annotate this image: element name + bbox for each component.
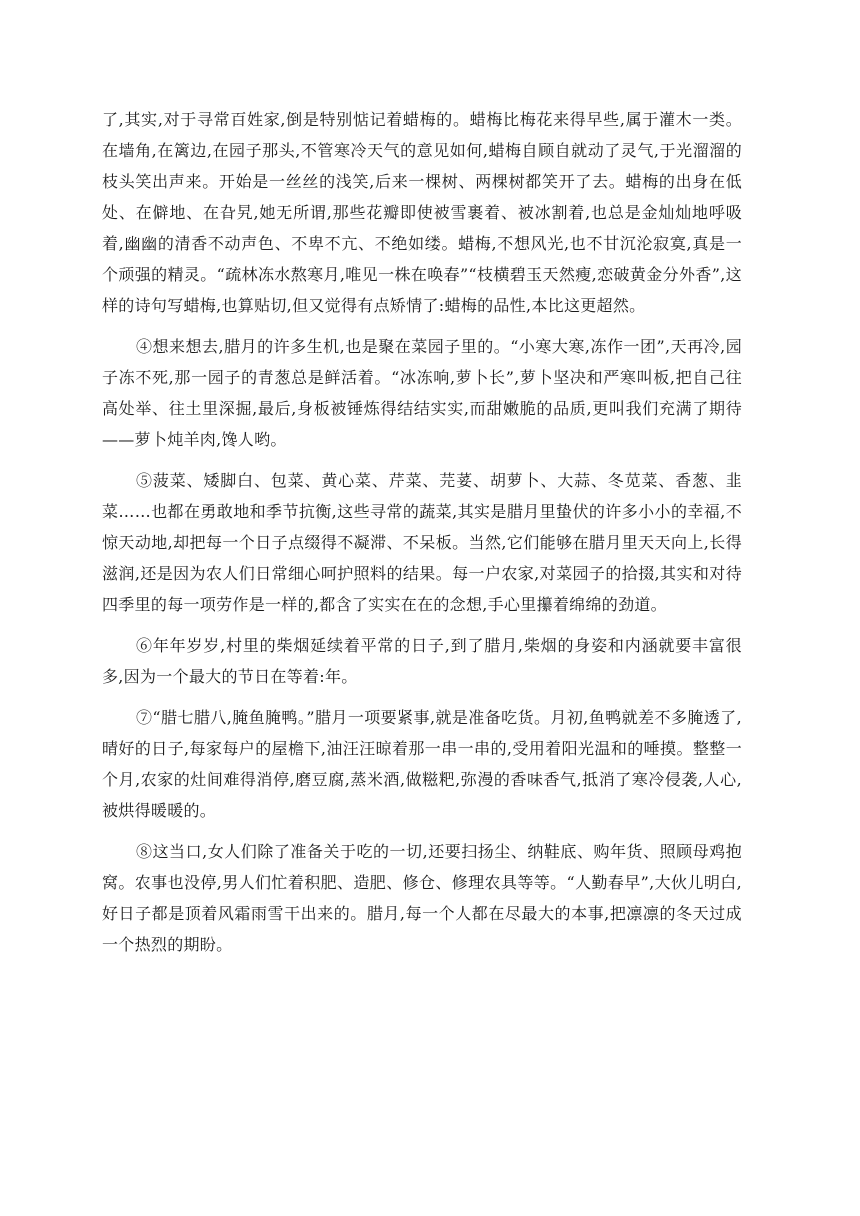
paragraph-6: ⑥年年岁岁,村里的柴烟延续着平常的日子,到了腊月,柴烟的身姿和内涵就要丰富很多,因为一个最大的节日在等着:年。 — [102, 636, 742, 686]
paragraph-4: ④想来想去,腊月的许多生机,也是聚在菜园子里的。“小寒大寒,冻作一团”,天再冷,园子冻不死,那一园子的青葱总是鲜活着。“冰冻响,萝卜长”,萝卜坚决和严寒叫板,把自己往高处举、往土里深掘,最后,身板被锤炼得结结实实,而甜嫩脆的品质,更叫我们充满了期待——萝卜炖羊肉,馋人哟。 — [102, 337, 742, 449]
paragraph-8: ⑧这当口,女人们除了准备关于吃的一切,还要扫扬尘、纳鞋底、购年货、照顾母鸡抱窝。农事也没停,男人们忙着积肥、造肥、修仓、修理农具等等。“人勤春早”,大伙儿明白,好日子都是顶着风霜雨雪干出来的。腊月,每一个人都在尽最大的本事,把凛凛的冬天过成一个热烈的期盼。 — [102, 842, 742, 954]
paragraph-5: ⑤菠菜、矮脚白、包菜、黄心菜、芹菜、芫荽、胡萝卜、大蒜、冬苋菜、香葱、韭菜……也都在勇敢地和季节抗衡,这些寻常的蔬菜,其实是腊月里蛰伏的许多小小的幸福,不惊天动地,却把每一个日子点缀得不凝滞、不呆板。当然,它们能够在腊月里天天向上,长得滋润,还是因为农人们日常细心呵护照料的结果。每一户农家,对菜园子的拾掇,其实和对待四季里的每一项劳作是一样的,都含了实实在在的念想,手心里攥着绵绵的劲道。 — [102, 471, 742, 614]
paragraph-7: ⑦“腊七腊八,腌鱼腌鸭。”腊月一项要紧事,就是准备吃货。月初,鱼鸭就差不多腌透了,晴好的日子,每家每户的屋檐下,油汪汪晾着那一串一串的,受用着阳光温和的唾摸。整整一个月,农家的灶间难得消停,磨豆腐,蒸米酒,做糍粑,弥漫的香味香气,抵消了寒冷侵袭,人心,被烘得暖暖的。 — [102, 708, 742, 820]
article-body — [102, 104, 742, 970]
paragraph-3-continued: 了,其实,对于寻常百姓家,倒是特别惦记着蜡梅的。蜡梅比梅花来得早些,属于灌木一类。在墙角,在篱边,在园子那头,不管寒冷天气的意见如何,蜡梅自顾自就动了灵气,于光溜溜的枝头笑出声来。开始是一丝丝的浅笑,后来一棵树、两棵树都笑开了去。蜡梅的出身在低处、在僻地、在旮旯,她无所谓,那些花瓣即使被雪裹着、被冰割着,也总是金灿灿地呼吸着,幽幽的清香不动声色、不卑不亢、不绝如缕。蜡梅,不想风光,也不甘沉沦寂寞,真是一个顽强的精灵。“疏林冻水熬寒月,唯见一株在唤春”“枝横碧玉天然瘦,恋破黄金分外香”,这样的诗句写蜡梅,也算贴切,但又觉得有点矫情了:蜡梅的品性,本比这更超然。 — [102, 110, 742, 315]
